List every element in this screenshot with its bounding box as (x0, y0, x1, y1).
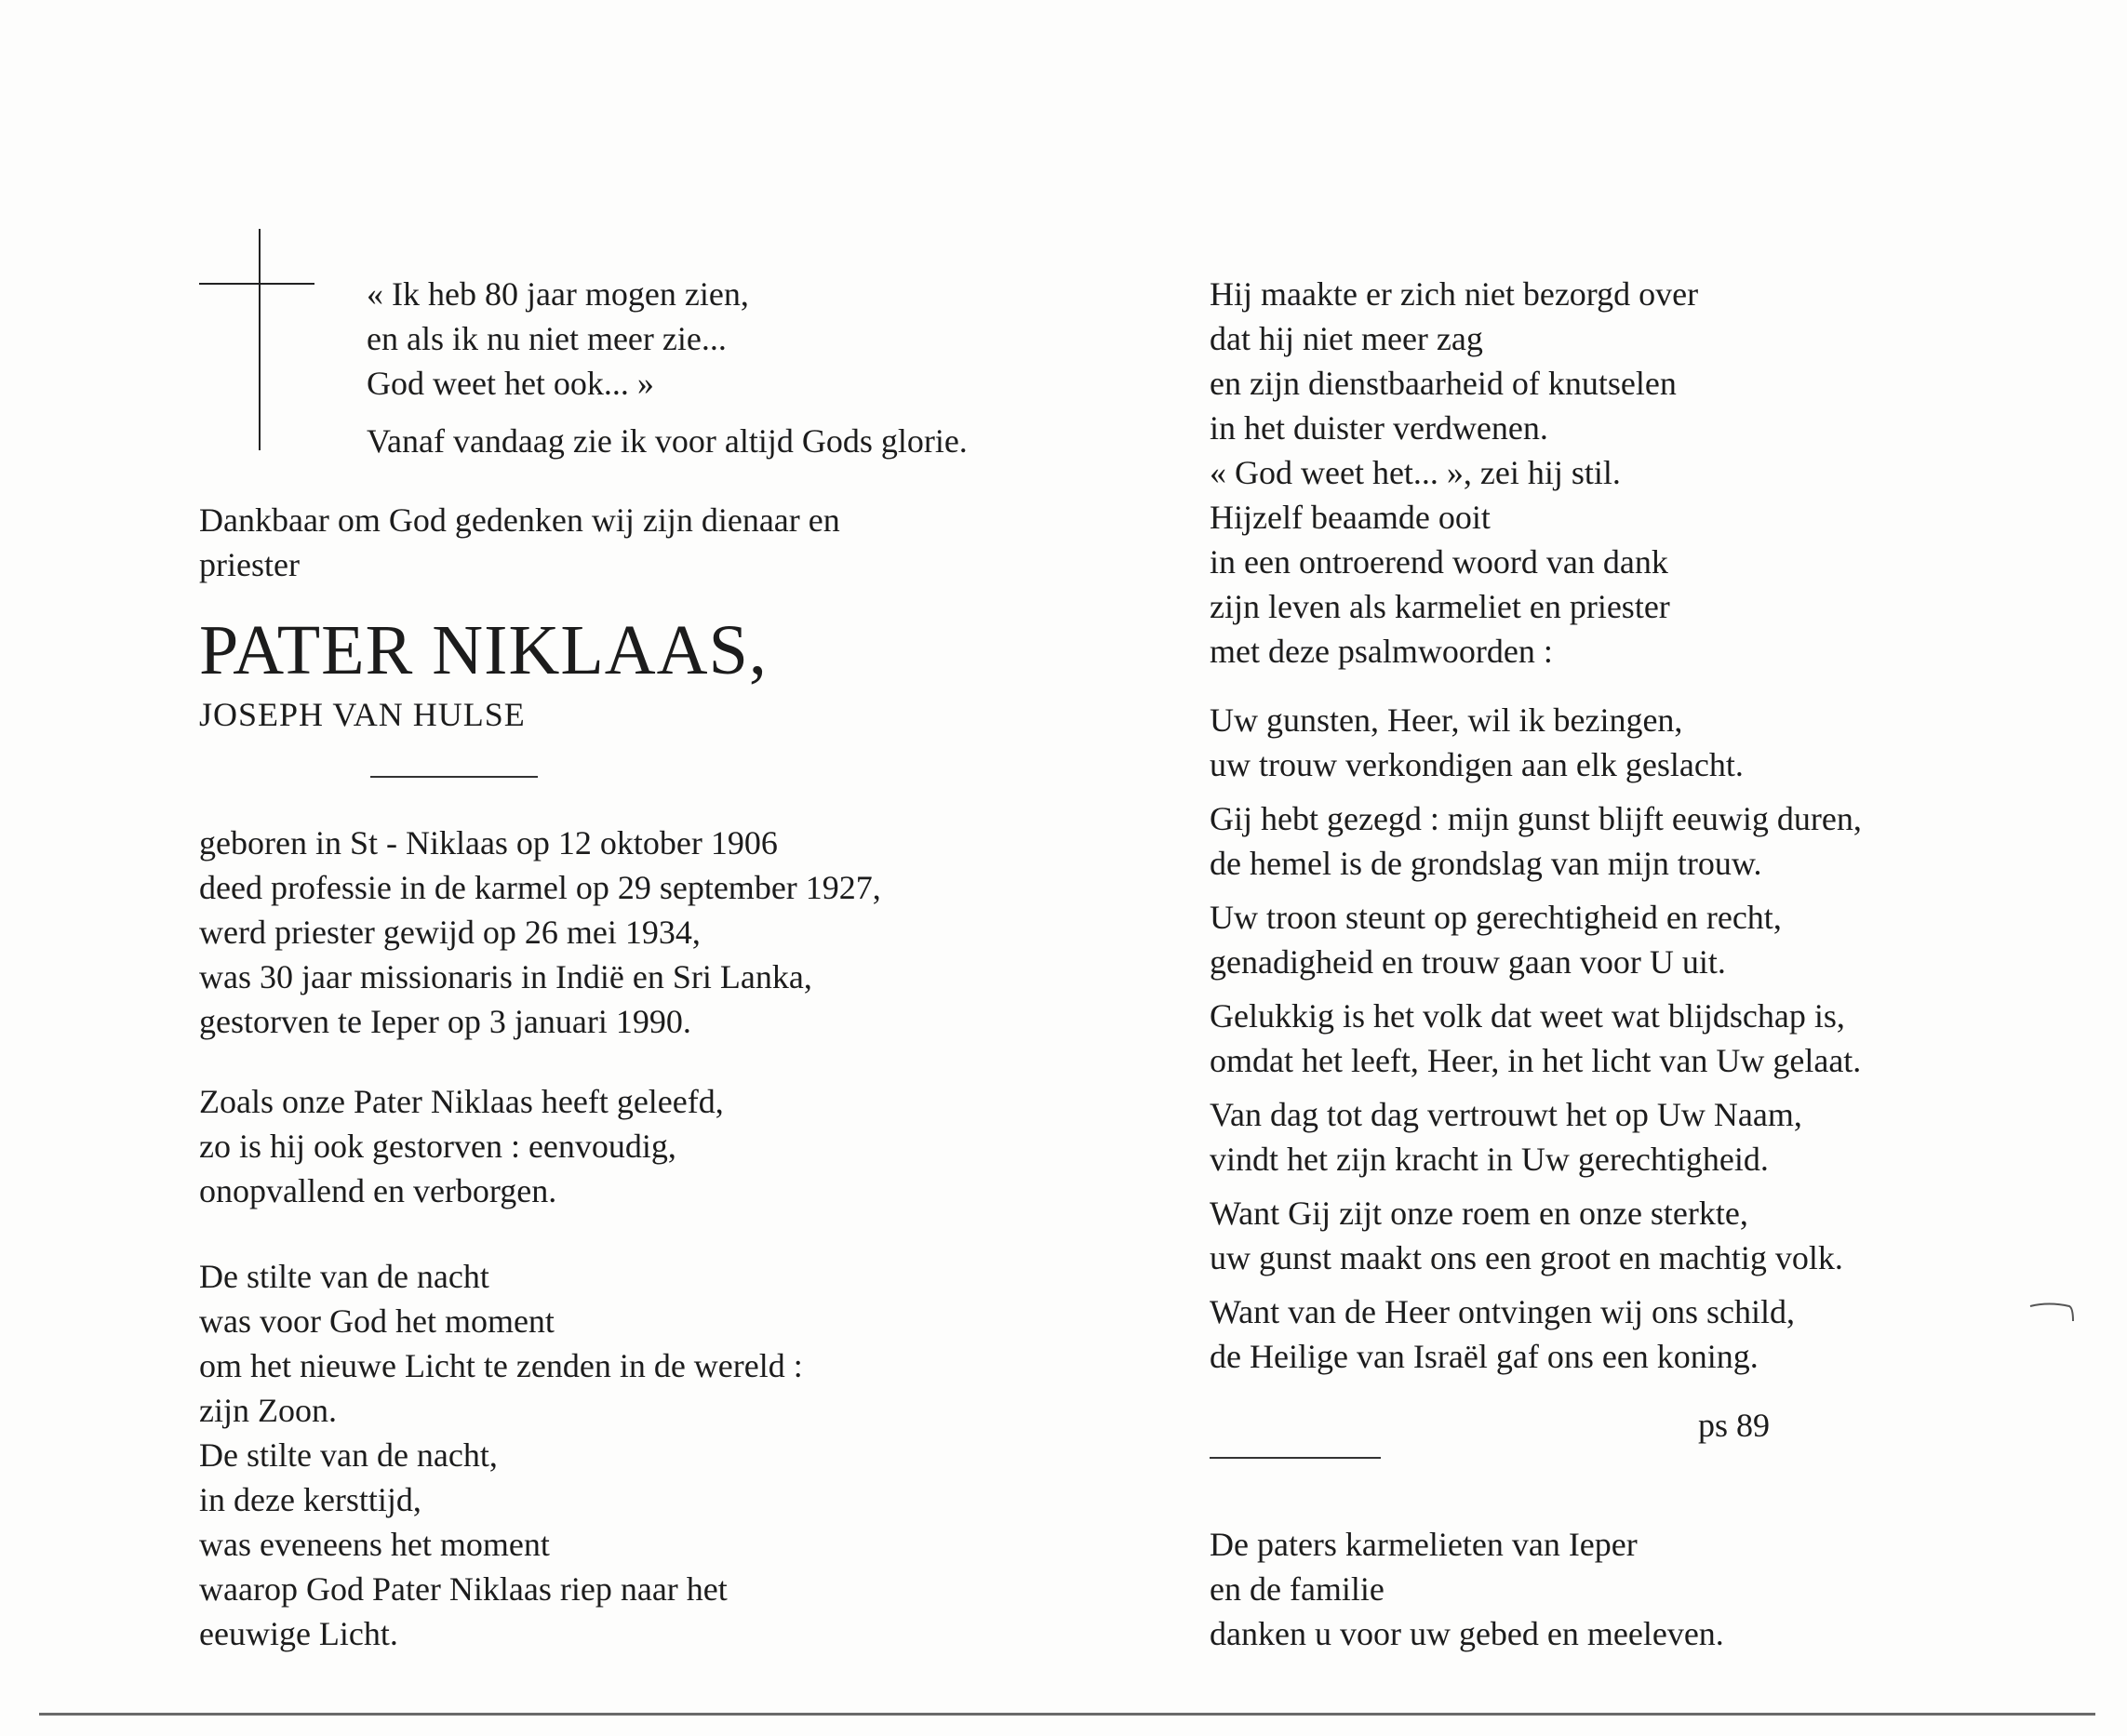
reflection-line: en zijn dienstbaarheid of knutselen (1210, 365, 1677, 402)
night-line: De stilte van de nacht, (199, 1436, 498, 1474)
night-line: eeuwige Licht. (199, 1615, 398, 1652)
closing-line: en de familie (1210, 1570, 1385, 1608)
closing-line: De paters karmelieten van Ieper (1210, 1526, 1638, 1563)
psalm-line: Gij hebt gezegd : mijn gunst blijft eeuwig duren, (1210, 800, 1862, 837)
psalm-line: uw gunst maakt ons een groot en machtig volk. (1210, 1239, 1843, 1276)
night-line: in deze kersttijd, (199, 1481, 421, 1518)
quote-line: en als ik nu niet meer zie... (367, 320, 727, 357)
reflection-line: « God weet het... », zei hij stil. (1210, 454, 1621, 491)
intro-line: priester (199, 546, 300, 583)
psalm-line: Van dag tot dag vertrouwt het op Uw Naam, (1210, 1096, 1802, 1133)
deceased-name: PATER NIKLAAS, (199, 611, 768, 689)
bio-line: deed professie in de karmel op 29 september 1927, (199, 869, 881, 906)
psalm-line: Want van de Heer ontvingen wij ons schild, (1210, 1293, 1795, 1330)
psalm-reference: ps 89 (1698, 1407, 1771, 1444)
life-line: zo is hij ook gestorven : eenvoudig, (199, 1128, 676, 1165)
reflection-line: Hij maakte er zich niet bezorgd over (1210, 275, 1699, 313)
reflection-line: in het duister verdwenen. (1210, 409, 1548, 447)
reflection-line: Hijzelf beaamde ooit (1210, 499, 1491, 536)
night-line: was eveneens het moment (199, 1526, 550, 1563)
life-line: onopvallend en verborgen. (199, 1172, 557, 1209)
psalm-line: Uw gunsten, Heer, wil ik bezingen, (1210, 701, 1683, 739)
psalm-line: uw trouw verkondigen aan elk geslacht. (1210, 746, 1744, 783)
cross-icon-horizontal (199, 283, 314, 285)
closing-line: danken u voor uw gebed en meeleven. (1210, 1615, 1724, 1652)
card-edge (39, 1713, 2095, 1716)
psalm-line: de hemel is de grondslag van mijn trouw. (1210, 845, 1762, 882)
reflection-line: in een ontroerend woord van dank (1210, 543, 1668, 581)
night-line: om het nieuwe Licht te zenden in de wereld : (199, 1347, 803, 1384)
bio-line: was 30 jaar missionaris in Indië en Sri Lanka, (199, 958, 812, 995)
psalm-line: de Heilige van Israël gaf ons een koning. (1210, 1338, 1759, 1375)
cross-icon-vertical (259, 229, 261, 450)
divider (1210, 1457, 1381, 1459)
night-line: De stilte van de nacht (199, 1258, 489, 1295)
psalm-line: Uw troon steunt op gerechtigheid en recht, (1210, 899, 1782, 936)
night-line: zijn Zoon. (199, 1392, 337, 1429)
quote-line: « Ik heb 80 jaar mogen zien, (367, 275, 749, 313)
stray-mark-icon (2028, 1301, 2077, 1334)
psalm-line: genadigheid en trouw gaan voor U uit. (1210, 943, 1726, 981)
psalm-line: omdat het leeft, Heer, in het licht van Uw gelaat. (1210, 1042, 1862, 1079)
bio-line: werd priester gewijd op 26 mei 1934, (199, 914, 701, 951)
night-line: was voor God het moment (199, 1302, 555, 1340)
reflection-line: met deze psalmwoorden : (1210, 633, 1553, 670)
night-line: waarop God Pater Niklaas riep naar het (199, 1570, 728, 1608)
quote-line: Vanaf vandaag zie ik voor altijd Gods glorie. (367, 422, 968, 460)
psalm-line: vindt het zijn kracht in Uw gerechtigheid. (1210, 1141, 1769, 1178)
bio-line: gestorven te Ieper op 3 januari 1990. (199, 1003, 691, 1040)
psalm-line: Gelukkig is het volk dat weet wat blijdschap is, (1210, 997, 1845, 1035)
intro-line: Dankbaar om God gedenken wij zijn dienaar en (199, 501, 840, 539)
deceased-civil-name: JOSEPH VAN HULSE (199, 696, 526, 733)
divider (370, 776, 538, 778)
reflection-line: dat hij niet meer zag (1210, 320, 1483, 357)
reflection-line: zijn leven als karmeliet en priester (1210, 588, 1670, 625)
bio-line: geboren in St - Niklaas op 12 oktober 1906 (199, 824, 778, 861)
life-line: Zoals onze Pater Niklaas heeft geleefd, (199, 1083, 724, 1120)
quote-line: God weet het ook... » (367, 365, 654, 402)
psalm-line: Want Gij zijt onze roem en onze sterkte, (1210, 1195, 1748, 1232)
